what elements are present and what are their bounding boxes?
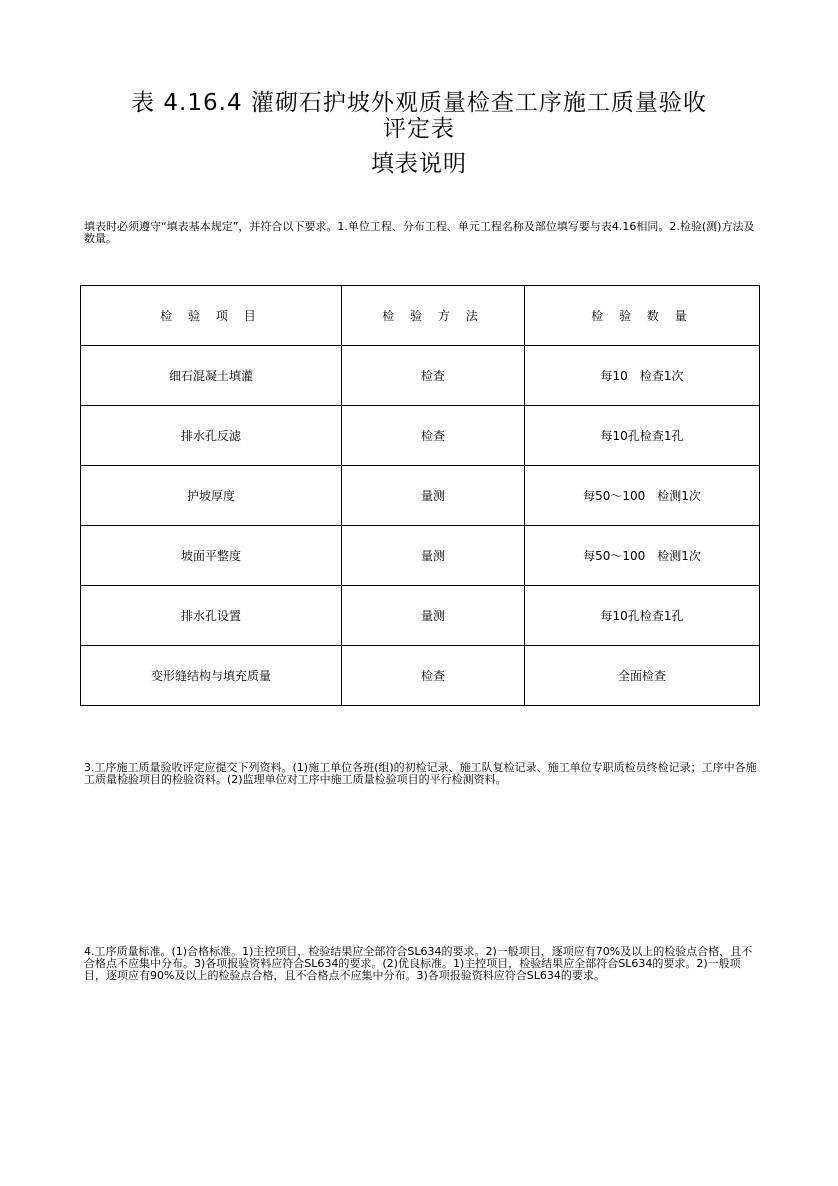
- note-intro: 填表时必须遵守“填表基本规定”，并符合以下要求。1.单位工程、分布工程、单元工程名称及部位填写要与表4.16相同。2.检验(测)方法及数量。: [84, 220, 755, 245]
- document-title-line2: 评定表: [383, 116, 455, 142]
- cell-method: 量测: [342, 526, 525, 586]
- cell-item: 细石混凝土填灌: [81, 346, 342, 406]
- cell-quantity: 每10孔检查1孔: [525, 586, 760, 646]
- cell-quantity: 每10孔检查1孔: [525, 406, 760, 466]
- cell-method: 量测: [342, 586, 525, 646]
- header-inspection-method: 检 验 方 法: [342, 286, 525, 346]
- table-row: [81, 526, 760, 586]
- note-quality-standards: 4.工序质量标准。(1)合格标准。1)主控项目，检验结果应全部符合SL634的要求。2)一般项目，逐项应有70%及以上的检验点合格，且不合格点不应集中分布。3)各项报验资料应符合SL634的要求。(2)优良标准。1)主控项目，检验结果应全部符合SL634的要求。2)一般项目，逐项应有90%及以上的检验点合格，且不合格点不应集中分布。3)各项报验资料应符合SL634的要求。: [84, 945, 753, 982]
- cell-quantity: 每50～100 检测1次: [525, 526, 760, 586]
- header-inspection-item: 检 验 项 目: [81, 286, 342, 346]
- table-row: [81, 346, 760, 406]
- cell-item: 护坡厚度: [81, 466, 342, 526]
- cell-quantity: 每10 检查1次: [525, 346, 760, 406]
- cell-item: 变形缝结构与填充质量: [81, 646, 342, 706]
- cell-method: 量测: [342, 466, 525, 526]
- cell-item: 排水孔反滤: [81, 406, 342, 466]
- note-required-documents: 3.工序施工质量验收评定应提交下列资料。(1)施工单位各班(组)的初检记录、施工队复检记录、施工单位专职质检员终检记录；工序中各施工质量检验项目的检验资料。(2)监理单位对工序中施工质量检验项目的平行检测资料。: [84, 761, 757, 786]
- cell-item: 排水孔设置: [81, 586, 342, 646]
- table-row: [81, 466, 760, 526]
- inspection-table: [80, 285, 760, 706]
- table-row: [81, 646, 760, 706]
- document-title-line1: 表 4.16.4 灌砌石护坡外观质量检查工序施工质量验收: [131, 90, 707, 116]
- table-row: [81, 406, 760, 466]
- cell-method: 检查: [342, 406, 525, 466]
- cell-method: 检查: [342, 346, 525, 406]
- document-subtitle: 填表说明: [371, 151, 467, 177]
- table-row: [81, 586, 760, 646]
- cell-method: 检查: [342, 646, 525, 706]
- header-inspection-quantity: 检 验 数 量: [525, 286, 760, 346]
- cell-item: 坡面平整度: [81, 526, 342, 586]
- table-header-row: [81, 286, 760, 346]
- cell-quantity: 全面检查: [525, 646, 760, 706]
- cell-quantity: 每50～100 检测1次: [525, 466, 760, 526]
